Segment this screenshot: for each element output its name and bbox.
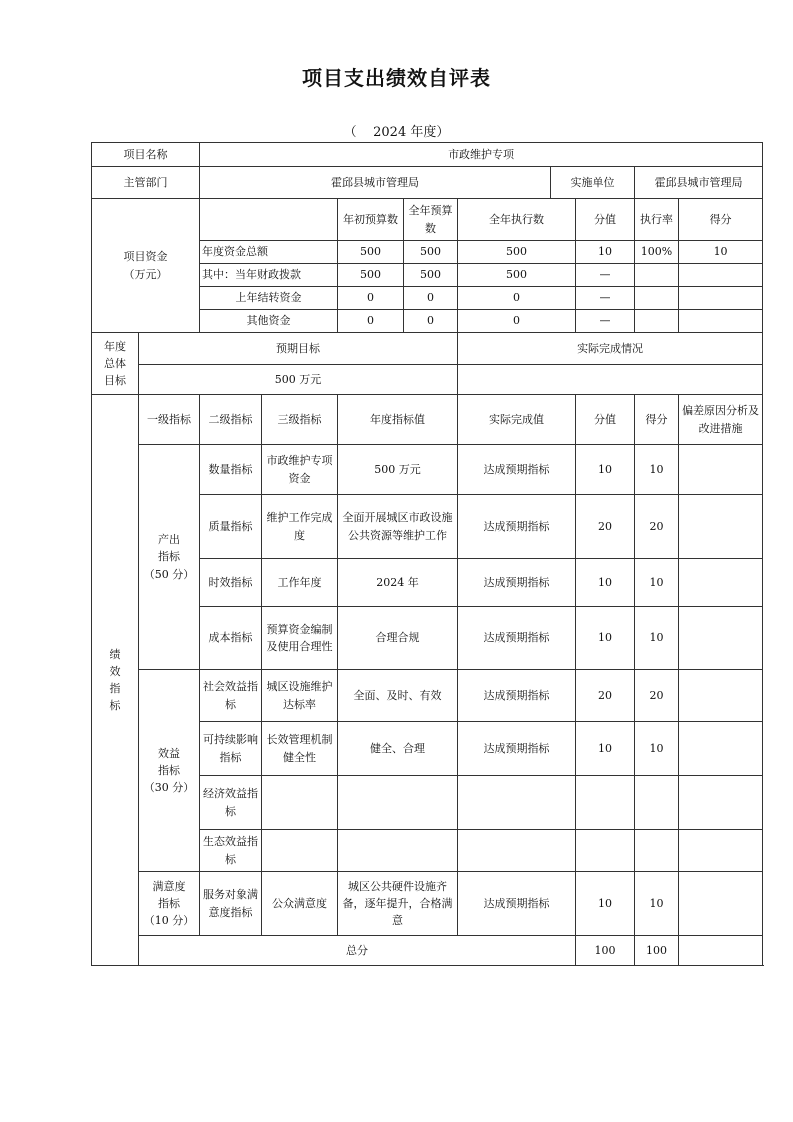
funds-header-row [92,199,763,241]
analysis-cell [679,872,763,936]
fund-score [679,264,763,287]
funds-label: 项目资金 （万元） [92,199,200,333]
fund-initial: 0 [338,310,404,333]
level3-cell: 预算资金编制及使用合理性 [262,607,338,670]
level2-cell: 社会效益指标 [200,670,262,722]
indicator-row [92,445,763,495]
executed-header: 全年执行数 [458,199,576,241]
actual-cell: 达成预期指标 [458,872,576,936]
level1-header: 一级指标 [139,395,200,445]
score-cell [635,776,679,830]
level3-cell: 长效管理机制健全性 [262,722,338,776]
score-value-header: 分值 [576,395,635,445]
target-cell: 城区公共硬件设施齐备，逐年提升，合格满意 [338,872,458,936]
fund-annual: 500 [404,241,458,264]
analysis-cell [679,559,763,607]
level3-cell [262,776,338,830]
score-cell: 10 [635,607,679,670]
target-cell: 全面开展城区市政设施公共资源等维护工作 [338,495,458,559]
level2-cell: 数量指标 [200,445,262,495]
total-label: 总分 [139,936,576,966]
score-value-cell: 10 [576,607,635,670]
benefit-group-label: 效益 指标 （30 分） [139,670,200,872]
score-value-cell: 20 [576,670,635,722]
total-score: 100 [635,936,679,966]
analysis-cell [679,830,763,872]
analysis-cell [679,495,763,559]
project-name-label: 项目名称 [92,143,200,167]
fund-executed: 500 [458,264,576,287]
score-value-cell: 10 [576,722,635,776]
overall-goal-header-row [92,333,763,365]
fund-initial: 500 [338,241,404,264]
actual-completion-value [458,365,763,395]
indicator-section-label: 绩 效 指 标 [92,395,139,966]
expected-goal-header: 预期目标 [139,333,458,365]
overall-goal-label: 年度 总体 目标 [92,333,139,395]
total-score-value: 100 [576,936,635,966]
total-row [92,936,763,966]
analysis-cell [679,722,763,776]
actual-cell: 达成预期指标 [458,559,576,607]
analysis-cell [679,776,763,830]
score-header: 得分 [635,395,679,445]
fund-label: 其他资金 [200,310,338,333]
score-value-cell: 10 [576,445,635,495]
actual-cell: 达成预期指标 [458,722,576,776]
score-cell: 10 [635,722,679,776]
level3-header: 三级指标 [262,395,338,445]
fund-score [679,310,763,333]
indicator-row [92,872,763,936]
score-cell: 10 [635,559,679,607]
level3-cell [262,830,338,872]
fund-initial: 500 [338,264,404,287]
expected-goal-value: 500 万元 [139,365,458,395]
target-cell: 健全、合理 [338,722,458,776]
level3-cell: 公众满意度 [262,872,338,936]
score-value-cell [576,830,635,872]
score-cell: 20 [635,495,679,559]
level3-cell: 工作年度 [262,559,338,607]
analysis-cell [679,607,763,670]
score-cell: 20 [635,670,679,722]
level2-header: 二级指标 [200,395,262,445]
fund-label: 其中：当年财政拨款 [200,264,338,287]
analysis-cell [679,445,763,495]
target-cell: 500 万元 [338,445,458,495]
fund-score-value: — [576,310,635,333]
page-title: 项目支出绩效自评表 [302,66,491,90]
level3-cell: 市政维护专项资金 [262,445,338,495]
overall-goal-value-row [92,365,763,395]
actual-cell [458,776,576,830]
actual-cell: 达成预期指标 [458,495,576,559]
indicator-header-row [92,395,763,445]
evaluation-table [91,142,763,966]
level3-cell: 城区设施维护达标率 [262,670,338,722]
project-name-row [92,143,763,167]
fund-initial: 0 [338,287,404,310]
score-value-cell: 10 [576,872,635,936]
level2-cell: 成本指标 [200,607,262,670]
actual-cell [458,830,576,872]
level2-cell: 时效指标 [200,559,262,607]
analysis-header: 偏差原因分析及改进措施 [679,395,763,445]
actual-completion-header: 实际完成情况 [458,333,763,365]
implementing-unit-value: 霍邱县城市管理局 [635,167,763,199]
score-cell [635,830,679,872]
annual-budget-header: 全年预算数 [404,199,458,241]
fund-rate [635,264,679,287]
score-cell: 10 [635,872,679,936]
actual-header: 实际完成值 [458,395,576,445]
fund-executed: 0 [458,310,576,333]
department-label: 主管部门 [92,167,200,199]
fund-score [679,287,763,310]
fund-annual: 500 [404,264,458,287]
year-label: （ 2024 年度） [343,125,450,140]
fund-executed: 500 [458,241,576,264]
project-name-value: 市政维护专项 [200,143,763,167]
fund-score: 10 [679,241,763,264]
indicator-row [92,670,763,722]
fund-score-value: — [576,264,635,287]
actual-cell: 达成预期指标 [458,445,576,495]
department-row [92,167,763,199]
fund-rate [635,310,679,333]
level3-cell: 维护工作完成 度 [262,495,338,559]
fund-annual: 0 [404,310,458,333]
score-cell: 10 [635,445,679,495]
target-cell [338,776,458,830]
fund-rate [635,287,679,310]
level2-cell: 可持续影响指标 [200,722,262,776]
year-value: 2024 [373,125,407,140]
score-value-header: 分值 [576,199,635,241]
score-value-cell: 10 [576,559,635,607]
score-value-cell: 20 [576,495,635,559]
score-header: 得分 [679,199,763,241]
fund-label: 上年结转资金 [200,287,338,310]
target-cell: 2024 年 [338,559,458,607]
department-value: 霍邱县城市管理局 [200,167,551,199]
implementing-unit-label: 实施单位 [551,167,635,199]
level2-cell: 经济效益指标 [200,776,262,830]
score-value-cell [576,776,635,830]
output-group-label: 产出 指标 （50 分） [139,445,200,670]
fund-score-value: 10 [576,241,635,264]
fund-score-value: — [576,287,635,310]
exec-rate-header: 执行率 [635,199,679,241]
analysis-cell [679,670,763,722]
fund-rate: 100% [635,241,679,264]
actual-cell: 达成预期指标 [458,670,576,722]
fund-executed: 0 [458,287,576,310]
level2-cell: 质量指标 [200,495,262,559]
actual-cell: 达成预期指标 [458,607,576,670]
funds-header-blank [200,199,338,241]
target-cell [338,830,458,872]
satisfaction-group-label: 满意度 指标 （10 分） [139,872,200,936]
target-cell: 全面、及时、有效 [338,670,458,722]
fund-label: 年度资金总额 [200,241,338,264]
level2-cell: 生态效益指标 [200,830,262,872]
initial-budget-header: 年初预算数 [338,199,404,241]
level2-cell: 服务对象满意度指标 [200,872,262,936]
target-header: 年度指标值 [338,395,458,445]
total-analysis [679,936,763,966]
fund-annual: 0 [404,287,458,310]
target-cell: 合理合规 [338,607,458,670]
